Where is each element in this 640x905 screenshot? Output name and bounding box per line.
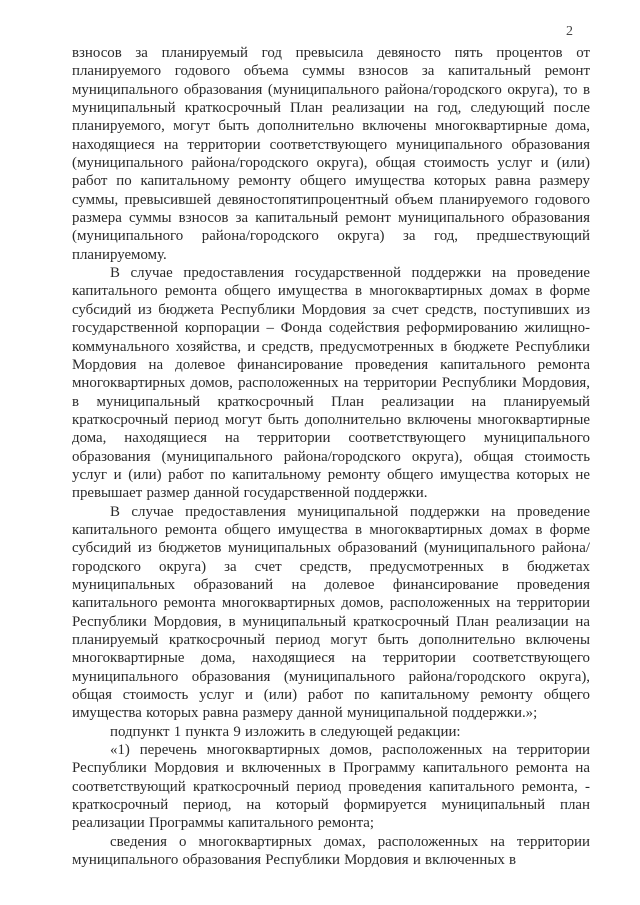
- paragraph: «1) перечень многоквартирных домов, расположенных на территории Республики Мордовия и включенных в Программу капитального ремонта на соответствующий краткосрочный период проведения капитального ремонта, - краткосрочный период, на который формируется муниципальный план реализации Программы капитального ремонта;: [72, 742, 590, 832]
- paragraph: В случае предоставления государственной поддержки на проведение капитального ремонта общего имущества в многоквартирных домах в форме субсидий из бюджета Республики Мордовия за счет средств, поступивших из государственной корпорации – Фонда содействия реформированию жилищно-коммунального хозяйства, и средств, предусмотренных в бюджете Республики Мордовия на долевое финансирование проведения капитального ремонта многоквартирных домов, расположенных на территории Республики Мордовия, в муниципальный краткосрочный План реализации на планируемый краткосрочный период могут быть дополнительно включены многоквартирные дома, находящиеся на территории соответствующего муниципального образования (муниципального района/городского округа), общая стоимость услуг и (или) работ по капитальному ремонту общего имущества которых не превышает размер данной государственной поддержки.: [72, 265, 590, 502]
- paragraph: взносов за планируемый год превысила девяносто пять процентов от планируемого годового объема суммы взносов за капитальный ремонт муниципального образования (муниципального района/городского округа), то в муниципальный краткосрочный План реализации на год, следующий после планируемого, могут быть дополнительно включены многоквартирные дома, находящиеся на территории соответствующего муниципального образования (муниципального района/городского округа), общая стоимость услуг и (или) работ по капитальному ремонту общего имущества которых равна размеру суммы, превысившей девяностопятипроцентный объем планируемого годового размера суммы взносов за капитальный ремонт муниципального образования (муниципального района/городского округа) за год, предшествующий планируемому.: [72, 45, 590, 263]
- paragraph: подпункт 1 пункта 9 изложить в следующей редакции:: [110, 723, 461, 740]
- document-body: [72, 44, 590, 869]
- paragraph: сведения о многоквартирных домах, расположенных на территории муниципального образования Республики Мордовия и включенных в: [72, 833, 590, 869]
- page-number: 2: [566, 24, 573, 39]
- paragraph: В случае предоставления муниципальной поддержки на проведение капитального ремонта общего имущества в многоквартирных домах в форме субсидий из бюджетов муниципальных образований (муниципального района/городского округа) за счет средств, предусмотренных в бюджетах муниципальных образований на долевое финансирование проведения капитального ремонта многоквартирных домов, расположенных на территории Республики Мордовия, в муниципальный краткосрочный План реализации на планируемый краткосрочный период могут быть дополнительно включены многоквартирные дома, находящиеся на территории соответствующего муниципального образования (муниципального района/городского округа), общая стоимость услуг и (или) работ по капитальному ремонту общего имущества которых равна размеру данной муниципальной поддержки.»;: [72, 503, 590, 722]
